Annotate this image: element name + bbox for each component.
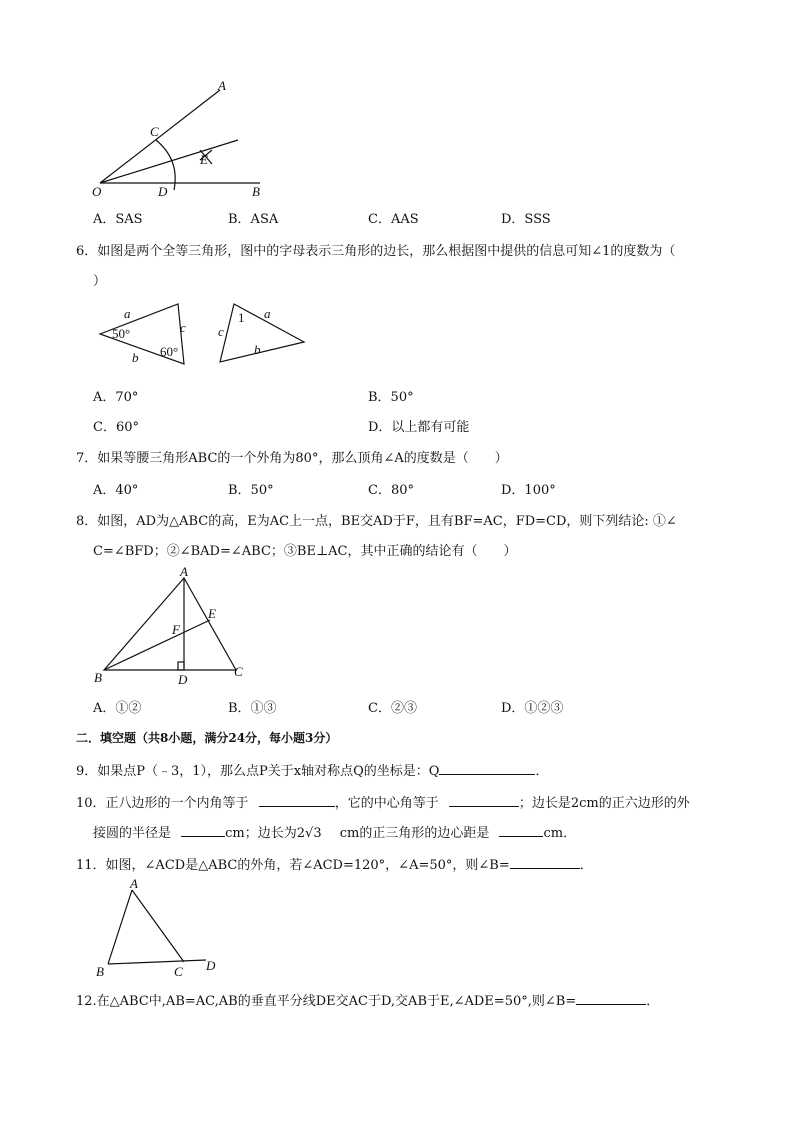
q10-text-1a: 10．正八边形的一个内角等于	[76, 796, 249, 811]
q5-option-c: C．AAS	[368, 212, 419, 227]
q8-option-d: D．①②③	[501, 701, 564, 716]
q7-text: 7．如果等腰三角形ABC的一个外角为80°，那么顶角∠A的度数是（ ）	[76, 451, 508, 466]
label-O: O	[92, 184, 102, 199]
q10-text-2b: cm；边长为2√3	[225, 826, 322, 841]
ray-oe	[100, 140, 238, 183]
q11-answer-blank[interactable]	[510, 854, 580, 869]
q10-line2	[93, 822, 576, 841]
label-60deg: 60°	[160, 344, 179, 359]
q9-text: 9．如果点P（﹣3，1），那么点P关于x轴对称点Q的坐标是：Q	[76, 764, 440, 779]
side-ab	[108, 890, 132, 964]
label-b: b	[132, 350, 139, 365]
q8-text-line1: 8．如图，AD为△ABC的高，E为AC上一点，BE交AD于F，且有BF=AC，FD=CD，则下列结论: ①∠	[76, 514, 677, 529]
q10-text-1c: ；边长是2cm的正六边形的外	[518, 796, 690, 811]
label-c: c	[180, 320, 186, 335]
q6-option-a: A．70°	[93, 390, 139, 405]
q6-option-d: D．以上都有可能	[368, 420, 470, 435]
q8-figure	[90, 564, 250, 688]
ray-oa	[100, 90, 220, 183]
q10-line1	[76, 792, 690, 811]
q6-figure-left	[94, 298, 194, 372]
label-C: C	[150, 124, 159, 139]
q7-option-b: B．50°	[228, 483, 274, 498]
label-F: F	[172, 622, 180, 637]
q12-line	[76, 990, 659, 1009]
q11-figure	[90, 876, 220, 978]
q7-option-d: D．100°	[501, 483, 556, 498]
label-D: D	[158, 184, 168, 199]
q12-end: ．	[646, 994, 660, 1009]
q5-option-d: D．SSS	[501, 212, 551, 227]
q7-option-a: A．40°	[93, 483, 139, 498]
label-a: a	[124, 306, 131, 321]
q8-option-c: C．②③	[368, 701, 417, 716]
label-C: C	[234, 664, 243, 679]
label-B: B	[94, 670, 102, 685]
q9-line	[76, 760, 548, 779]
label-b: b	[254, 342, 261, 357]
q12-text: 12.在△ABC中,AB=AC,AB的垂直平分线DE交AC于D,交AB于E,∠ADE=50°,则∠B=	[76, 994, 577, 1009]
label-B: B	[96, 964, 104, 978]
q8-option-b: B．①③	[228, 701, 277, 716]
label-C: C	[174, 964, 183, 978]
q10-text-2c: cm的正三角形的边心距是	[339, 826, 490, 841]
section-heading: 二．填空题（共8小题，满分24分，每小题3分）	[76, 731, 338, 745]
q10-text-1b: ，它的中心角等于	[334, 796, 439, 811]
label-A: A	[180, 564, 188, 579]
label-A: A	[130, 876, 138, 891]
q5-option-b: B．ASA	[228, 212, 279, 227]
q10-blank-2[interactable]	[449, 792, 519, 807]
q8-option-a: A．①②	[93, 701, 142, 716]
label-D: D	[178, 672, 188, 687]
q6-text-line2: ）	[93, 274, 107, 289]
q6-figure-right	[214, 298, 314, 372]
q9-end: ．	[535, 764, 549, 779]
label-c: c	[218, 324, 224, 339]
q7-option-c: C．80°	[368, 483, 414, 498]
q10-text-2d: cm．	[543, 826, 577, 841]
q12-answer-blank[interactable]	[576, 990, 646, 1005]
q10-text-2a: 接圆的半径是	[93, 826, 172, 841]
q5-option-a: A．SAS	[93, 212, 143, 227]
q10-blank-1[interactable]	[259, 792, 335, 807]
q9-answer-blank[interactable]	[439, 760, 535, 775]
label-1: 1	[238, 310, 245, 325]
q10-blank-3[interactable]	[181, 822, 225, 837]
label-B: B	[252, 184, 260, 199]
q6-option-c: C．60°	[93, 420, 139, 435]
label-a: a	[264, 306, 271, 321]
q6-text-line1: 6．如图是两个全等三角形，图中的字母表示三角形的边长，那么根据图中提供的信息可知∠1的度数为（	[76, 244, 676, 259]
label-E: E	[200, 152, 208, 167]
label-D: D	[206, 958, 216, 973]
q6-option-b: B．50°	[368, 390, 414, 405]
q11-end: ．	[579, 858, 593, 873]
label-E: E	[208, 606, 216, 621]
segment-be	[104, 620, 210, 670]
side-ac	[132, 890, 184, 962]
label-50deg: 50°	[112, 326, 131, 341]
q11-line	[76, 854, 593, 873]
q5-figure	[88, 78, 278, 200]
ray-bd	[108, 960, 206, 964]
right-angle-mark	[178, 662, 184, 670]
q11-text: 11．如图，∠ACD是△ABC的外角，若∠ACD=120°，∠A=50°，则∠B=	[76, 858, 510, 873]
q10-blank-4[interactable]	[499, 822, 543, 837]
q8-text-line2: C=∠BFD；②∠BAD=∠ABC；③BE⊥AC，其中正确的结论有（ ）	[93, 544, 517, 559]
label-A: A	[218, 78, 226, 93]
